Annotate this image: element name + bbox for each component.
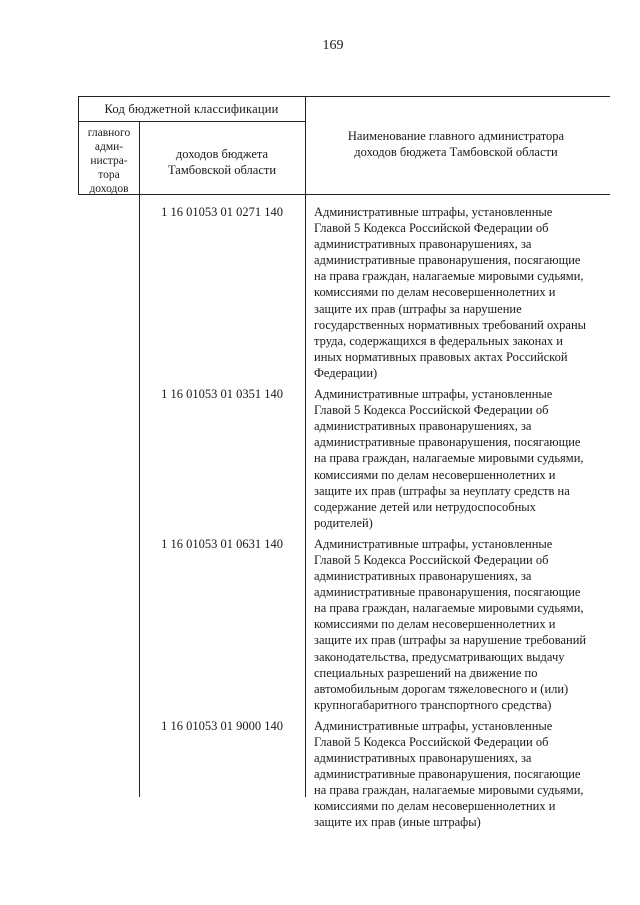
- table-row: [140, 204, 610, 381]
- income-code: 1 16 01053 01 0271 140: [161, 205, 283, 219]
- income-code: 1 16 01053 01 0631 140: [161, 536, 283, 551]
- header-bottom-rule: [78, 194, 610, 195]
- income-description: Административные штрафы, установленные Главой 5 Кодекса Российской Федерации об административных правонарушениях, за административные правонарушения, посягающие на права граждан, налагаемые мировыми судьями, комиссиями по делам несовершеннолетних и защите их прав (штрафы за нарушение требований законодательства, предусматривающих выдачу специальных разрешений на движение по автомобильным дорогам тяжеловесного и (или) крупногабаритного транспортного средства): [314, 536, 587, 712]
- table-body: [140, 204, 610, 836]
- group-header-rule: [78, 121, 305, 122]
- header-income-code-column: доходов бюджета Тамбовской области: [167, 147, 277, 177]
- income-code: 1 16 01053 01 9000 140: [161, 718, 283, 733]
- income-code: 1 16 01053 01 0351 140: [161, 387, 283, 402]
- page-number: 169: [322, 38, 344, 53]
- income-description: Административные штрафы, установленные Главой 5 Кодекса Российской Федерации об административных правонарушениях, за административные правонарушения, посягающие на права граждан, налагаемые мировыми судьями, комиссиями по делам несовершеннолетних и защите их прав (иные штрафы): [314, 718, 584, 830]
- table-row: [140, 536, 610, 713]
- header-admin-column: главного адми- нистра- тора доходов: [87, 127, 131, 195]
- income-description: Административные штрафы, установленные Главой 5 Кодекса Российской Федерации об административных правонарушениях, за административные правонарушения, посягающие на права граждан, налагаемые мировыми судьями, комиссиями по делам несовершеннолетних и защите их прав (штрафы за нарушение государственных нормативных требований охраны труда, содержащихся в федеральных законах и иных нормативных правовых актах Российской Федерации): [314, 205, 587, 380]
- table-top-rule: [78, 96, 610, 97]
- table-row: [140, 386, 610, 531]
- table-row: [140, 718, 610, 831]
- header-administrator-name-column: Наименование главного администратора доходов бюджета Тамбовской области: [347, 129, 565, 159]
- header-budget-classification: Код бюджетной классификации: [104, 102, 279, 116]
- income-description: Административные штрафы, установленные Главой 5 Кодекса Российской Федерации об административных правонарушениях, за административные правонарушения, посягающие на права граждан, налагаемые мировыми судьями, комиссиями по делам несовершеннолетних и защите их прав (штрафы за неуплату средств на содержание детей или нетрудоспособных родителей): [314, 387, 584, 530]
